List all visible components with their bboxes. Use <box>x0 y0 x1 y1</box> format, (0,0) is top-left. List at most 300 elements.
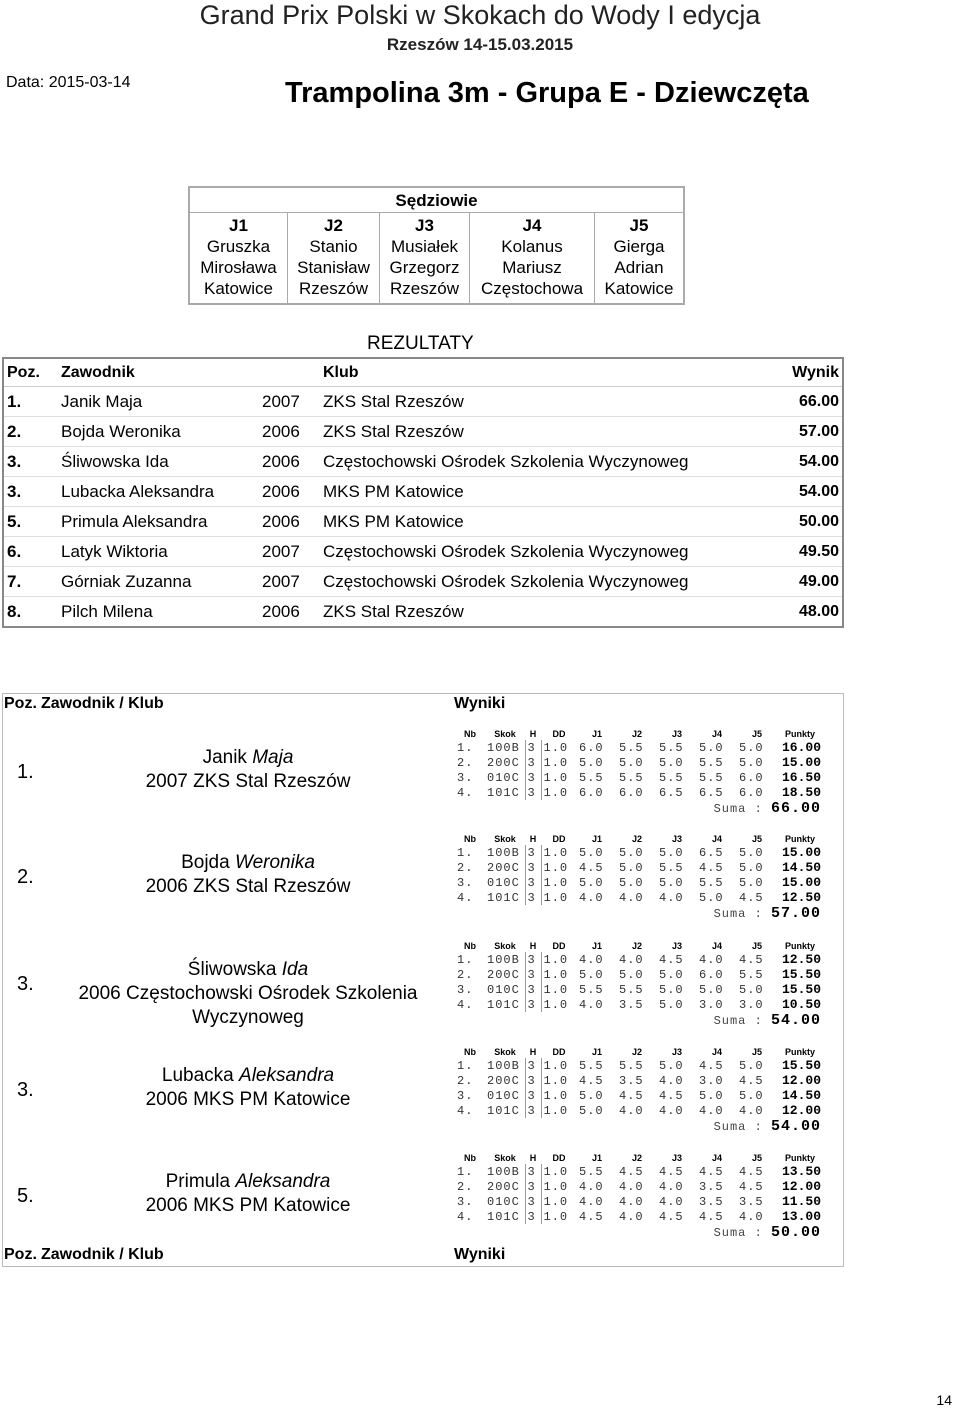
detail-athlete-name <box>58 1170 438 1194</box>
dive-col-header: H <box>529 941 537 951</box>
dive-cell: 5.5 <box>659 860 684 875</box>
detail-surname: Bojda <box>181 852 230 873</box>
dive-cell: 101C <box>487 785 520 800</box>
dive-cell: 5.0 <box>699 1088 724 1103</box>
header-year <box>259 358 320 387</box>
dive-cell: 010C <box>487 875 520 890</box>
detail-athlete <box>58 851 438 899</box>
judge-city: Rzeszów <box>299 279 368 298</box>
dive-cell: 1.0 <box>541 740 577 755</box>
dive-col-header: J1 <box>591 834 602 844</box>
judge-code: J2 <box>324 216 343 235</box>
dive-cell: 3.5 <box>699 1194 724 1209</box>
dive-cell: 2. <box>457 1179 474 1194</box>
dive-col-header: J4 <box>711 1047 722 1057</box>
detail-first-name: Ida <box>281 959 309 980</box>
dives-table <box>455 833 823 922</box>
dive-cell: 3 <box>525 952 541 967</box>
detail-year-club: 2006 Częstochowski Ośrodek Szkolenia Wyczynoweg <box>78 983 418 1028</box>
detail-athlete <box>58 958 438 1030</box>
dive-col-header: J4 <box>711 834 722 844</box>
dive-col-header: DD <box>552 1047 566 1057</box>
dive-cell: 1.0 <box>541 982 577 997</box>
dive-cell: 5.0 <box>579 1088 604 1103</box>
result-club: MKS PM Katowice <box>320 477 777 507</box>
dive-points: 18.50 <box>781 785 821 800</box>
detail-surname: Primula <box>165 1171 231 1192</box>
dive-cell: 3 <box>525 875 541 890</box>
dive-cell: 5.5 <box>579 1164 604 1179</box>
dive-details-panel <box>2 693 844 1267</box>
dive-cell: 4. <box>457 890 474 905</box>
dive-row <box>455 785 823 800</box>
dive-col-header: H <box>529 729 537 739</box>
dive-cell: 5.5 <box>699 875 724 890</box>
dive-cell: 4.0 <box>659 1179 684 1194</box>
dive-cell: 5.0 <box>659 997 684 1012</box>
dives-table <box>455 940 823 1029</box>
dive-points: 14.50 <box>781 860 821 875</box>
dive-cell: 200C <box>487 755 520 770</box>
detail-year-club: 2006 MKS PM Katowice <box>145 1089 351 1110</box>
result-pos: 1. <box>3 387 58 417</box>
judges-heading: Sędziowie <box>189 187 684 213</box>
dive-sum-row <box>455 905 823 922</box>
dive-cell: 5.0 <box>739 1088 764 1103</box>
dive-col-header: J2 <box>631 1153 642 1163</box>
dive-cell: 3 <box>525 845 541 860</box>
judge-surname: Gierga <box>613 237 665 256</box>
dive-col-header: Nb <box>464 1153 476 1163</box>
dive-sum-row <box>455 1012 823 1029</box>
dive-cell: 6.0 <box>699 967 724 982</box>
judge-surname: Musiałek <box>390 237 459 256</box>
dive-col-header: J3 <box>671 1153 682 1163</box>
dive-cell: 4.5 <box>739 952 764 967</box>
detail-pos: 3. <box>17 973 34 995</box>
dive-cell: 1.0 <box>541 875 577 890</box>
dive-row <box>455 952 823 967</box>
judge-cell <box>380 213 470 305</box>
dive-cell: 6.5 <box>699 845 724 860</box>
dive-sum-row <box>455 1118 823 1135</box>
dive-cell: 6.5 <box>699 785 724 800</box>
dive-cell: 4.5 <box>659 1209 684 1224</box>
dive-col-header: J3 <box>671 729 682 739</box>
dive-cell: 4.0 <box>619 890 644 905</box>
dive-cell: 1. <box>457 845 474 860</box>
result-row <box>3 417 843 447</box>
dive-points: 12.50 <box>781 952 821 967</box>
dive-col-header: Nb <box>464 729 476 739</box>
judge-cell <box>189 213 288 305</box>
results-header-row <box>3 358 843 387</box>
dive-cell: 4.5 <box>699 1058 724 1073</box>
dive-col-header: J4 <box>711 1153 722 1163</box>
result-club: MKS PM Katowice <box>320 507 777 537</box>
result-birth-year: 2006 <box>259 417 320 447</box>
dive-cell: 3 <box>525 967 541 982</box>
dive-cell: 5.5 <box>579 770 604 785</box>
dive-col-header: Punkty <box>784 1047 815 1057</box>
dive-cell: 100B <box>487 1164 520 1179</box>
dive-sum-row <box>455 1224 823 1241</box>
dives-header-row <box>455 940 823 952</box>
dive-cell: 1.0 <box>541 1164 577 1179</box>
dives-table <box>455 728 823 817</box>
dive-sum-cell <box>455 1012 823 1029</box>
dive-cell: 5.0 <box>579 845 604 860</box>
dive-cell: 5.5 <box>579 1058 604 1073</box>
result-athlete-name: Śliwowska Ida <box>58 447 259 477</box>
dive-sum-cell <box>455 800 823 817</box>
judge-first-name: Stanisław <box>297 258 370 277</box>
dive-row <box>455 967 823 982</box>
dive-points: 12.50 <box>781 890 821 905</box>
document-title: Grand Prix Polski w Skokach do Wody I edycja <box>199 0 761 30</box>
result-athlete-name: Janik Maja <box>58 387 259 417</box>
dive-sum-cell <box>455 1224 823 1241</box>
dive-cell: 4.0 <box>659 1073 684 1088</box>
dive-cell: 4.5 <box>619 1088 644 1103</box>
header-score: Wynik <box>777 358 843 387</box>
dive-col-header: Skok <box>494 941 516 951</box>
judge-first-name: Mariusz <box>502 258 562 277</box>
judge-city: Rzeszów <box>390 279 459 298</box>
dive-cell: 3 <box>525 1058 541 1073</box>
dive-cell: 3 <box>525 740 541 755</box>
dive-row <box>455 740 823 755</box>
dive-cell: 200C <box>487 1179 520 1194</box>
dive-points: 12.00 <box>781 1103 821 1118</box>
dive-cell: 2. <box>457 755 474 770</box>
result-athlete-name: Górniak Zuzanna <box>58 567 259 597</box>
dive-cell: 3.0 <box>739 997 764 1012</box>
dive-points: 15.50 <box>781 982 821 997</box>
detail-athlete <box>58 1064 438 1112</box>
result-score: 66.00 <box>777 387 843 417</box>
dive-row <box>455 1088 823 1103</box>
dive-cell: 4.0 <box>739 1209 764 1224</box>
dive-cell: 100B <box>487 740 520 755</box>
dive-sum-row <box>455 800 823 817</box>
dive-cell: 3.5 <box>619 1073 644 1088</box>
dive-points: 10.50 <box>781 997 821 1012</box>
dive-row <box>455 1209 823 1224</box>
dives-table <box>455 1046 823 1135</box>
result-score: 48.00 <box>777 597 843 628</box>
dive-cell: 6.0 <box>619 785 644 800</box>
dive-cell: 010C <box>487 982 520 997</box>
dive-cell: 010C <box>487 770 520 785</box>
dive-cell: 1.0 <box>541 1103 577 1118</box>
dive-cell: 5.0 <box>619 875 644 890</box>
detail-surname: Lubacka <box>161 1065 234 1086</box>
result-birth-year: 2007 <box>259 537 320 567</box>
result-row <box>3 477 843 507</box>
result-pos: 8. <box>3 597 58 628</box>
dive-cell: 5.0 <box>739 755 764 770</box>
result-club: ZKS Stal Rzeszów <box>320 597 777 628</box>
dive-cell: 5.5 <box>699 755 724 770</box>
dive-cell: 5.5 <box>659 740 684 755</box>
document-subtitle: Rzeszów 14-15.03.2015 <box>386 35 574 54</box>
dive-col-header: Skok <box>494 834 516 844</box>
dive-sum-label: Suma : <box>713 802 763 816</box>
dive-sum-label: Suma : <box>713 1226 763 1240</box>
dive-sum-cell <box>455 905 823 922</box>
result-birth-year: 2007 <box>259 387 320 417</box>
dive-col-header: Punkty <box>784 941 815 951</box>
dive-cell: 3.5 <box>739 1194 764 1209</box>
dive-cell: 5.0 <box>739 875 764 890</box>
dive-cell: 5.5 <box>699 770 724 785</box>
dive-cell: 3 <box>525 1103 541 1118</box>
dive-points: 15.00 <box>781 875 821 890</box>
dive-points: 13.50 <box>781 1164 821 1179</box>
judge-surname: Stanio <box>309 237 358 256</box>
dive-points: 15.50 <box>781 967 821 982</box>
judge-cell <box>288 213 380 305</box>
dive-col-header: J3 <box>671 834 682 844</box>
dive-cell: 200C <box>487 967 520 982</box>
dive-cell: 1.0 <box>541 967 577 982</box>
dive-cell: 1.0 <box>541 997 577 1012</box>
dive-col-header: Nb <box>464 1047 476 1057</box>
dive-cell: 2. <box>457 1073 474 1088</box>
detail-athlete-name <box>58 746 438 770</box>
dive-cell: 2. <box>457 967 474 982</box>
dive-cell: 6.0 <box>739 785 764 800</box>
dive-cell: 3. <box>457 1088 474 1103</box>
dive-cell: 4.0 <box>659 1103 684 1118</box>
dive-col-header: DD <box>552 941 566 951</box>
dive-points: 15.00 <box>781 845 821 860</box>
dive-cell: 3.0 <box>699 997 724 1012</box>
dive-cell: 4.5 <box>739 1073 764 1088</box>
dive-cell: 1.0 <box>541 1209 577 1224</box>
detail-header-results: Wyniki <box>454 695 506 712</box>
page-number: 14 <box>936 1392 952 1408</box>
dive-cell: 3 <box>525 890 541 905</box>
dive-col-header: J1 <box>591 941 602 951</box>
judge-code: J1 <box>229 216 248 235</box>
dive-cell: 200C <box>487 1073 520 1088</box>
detail-header-athlete: Zawodnik / Klub <box>41 695 164 712</box>
dive-cell: 3 <box>525 785 541 800</box>
dive-cell: 4.5 <box>739 1164 764 1179</box>
dive-cell: 1. <box>457 1164 474 1179</box>
dive-cell: 1.0 <box>541 860 577 875</box>
dive-col-header: Punkty <box>784 729 815 739</box>
dive-cell: 101C <box>487 890 520 905</box>
dive-row <box>455 1194 823 1209</box>
result-athlete-name: Primula Aleksandra <box>58 507 259 537</box>
dives-header-row <box>455 833 823 845</box>
detail-first-name: Aleksandra <box>235 1171 331 1192</box>
result-pos: 7. <box>3 567 58 597</box>
result-club: ZKS Stal Rzeszów <box>320 417 777 447</box>
dive-cell: 4.5 <box>579 1073 604 1088</box>
dive-col-header: J2 <box>631 729 642 739</box>
judge-first-name: Grzegorz <box>389 258 460 277</box>
dive-cell: 010C <box>487 1194 520 1209</box>
dive-cell: 6.0 <box>739 770 764 785</box>
detail-year-club: 2006 MKS PM Katowice <box>145 1195 351 1216</box>
dive-col-header: J4 <box>711 729 722 739</box>
dive-row <box>455 755 823 770</box>
result-club: Częstochowski Ośrodek Szkolenia Wyczynoweg <box>320 537 777 567</box>
dive-cell: 1.0 <box>541 785 577 800</box>
dive-cell: 5.0 <box>579 967 604 982</box>
dive-col-header: J4 <box>711 941 722 951</box>
dive-sum-label: Suma : <box>713 1120 763 1134</box>
dive-cell: 1.0 <box>541 890 577 905</box>
dive-cell: 5.0 <box>659 845 684 860</box>
dive-col-header: J5 <box>751 941 762 951</box>
dive-row <box>455 860 823 875</box>
dive-row <box>455 982 823 997</box>
dive-cell: 5.5 <box>619 982 644 997</box>
detail-surname: Śliwowska <box>187 959 277 980</box>
dive-sum-label: Suma : <box>713 1014 763 1028</box>
detail-footer-results: Wyniki <box>454 1246 506 1263</box>
dive-cell: 4.0 <box>619 1194 644 1209</box>
event-title: Trampolina 3m - Grupa E - Dziewczęta <box>285 77 809 109</box>
result-row <box>3 597 843 628</box>
dive-cell: 1. <box>457 740 474 755</box>
dive-col-header: J3 <box>671 1047 682 1057</box>
dive-cell: 5.0 <box>659 967 684 982</box>
judge-city: Częstochowa <box>480 279 584 298</box>
result-pos: 3. <box>3 447 58 477</box>
detail-first-name: Aleksandra <box>239 1065 335 1086</box>
dive-col-header: J5 <box>751 1153 762 1163</box>
judges-row <box>189 213 684 305</box>
result-pos: 6. <box>3 537 58 567</box>
dive-row <box>455 1073 823 1088</box>
dive-cell: 1.0 <box>541 1179 577 1194</box>
dive-cell: 101C <box>487 997 520 1012</box>
dive-cell: 4. <box>457 1209 474 1224</box>
dive-cell: 4.0 <box>619 1103 644 1118</box>
dives-table <box>455 1152 823 1241</box>
dive-cell: 3 <box>525 1088 541 1103</box>
result-score: 49.00 <box>777 567 843 597</box>
dive-cell: 3 <box>525 1179 541 1194</box>
dive-cell: 3 <box>525 1073 541 1088</box>
dive-sum-cell <box>455 1118 823 1135</box>
dive-cell: 5.0 <box>659 982 684 997</box>
dive-row <box>455 890 823 905</box>
result-club: ZKS Stal Rzeszów <box>320 387 777 417</box>
dive-cell: 4. <box>457 785 474 800</box>
result-club: Częstochowski Ośrodek Szkolenia Wyczynoweg <box>320 447 777 477</box>
result-row <box>3 567 843 597</box>
dive-cell: 101C <box>487 1103 520 1118</box>
dive-points: 12.00 <box>781 1073 821 1088</box>
dive-cell: 3. <box>457 982 474 997</box>
detail-athlete <box>58 746 438 794</box>
dive-cell: 5.0 <box>699 740 724 755</box>
header-athlete: Zawodnik <box>58 358 259 387</box>
result-row <box>3 387 843 417</box>
detail-pos: 3. <box>17 1079 34 1101</box>
dive-cell: 1.0 <box>541 845 577 860</box>
dive-row <box>455 1164 823 1179</box>
dive-col-header: J5 <box>751 1047 762 1057</box>
result-athlete-name: Pilch Milena <box>58 597 259 628</box>
result-row <box>3 447 843 477</box>
result-birth-year: 2006 <box>259 447 320 477</box>
dive-sum-total: 50.00 <box>770 1224 821 1241</box>
result-score: 54.00 <box>777 477 843 507</box>
dive-cell: 5.0 <box>619 845 644 860</box>
dive-points: 16.50 <box>781 770 821 785</box>
dive-points: 16.00 <box>781 740 821 755</box>
dive-cell: 4.5 <box>699 1209 724 1224</box>
dive-cell: 5.0 <box>619 755 644 770</box>
result-birth-year: 2006 <box>259 477 320 507</box>
dive-cell: 3 <box>525 1164 541 1179</box>
dive-cell: 4.5 <box>659 952 684 967</box>
dive-cell: 3 <box>525 860 541 875</box>
judge-first-name: Adrian <box>614 258 664 277</box>
dive-col-header: DD <box>552 834 566 844</box>
result-row <box>3 507 843 537</box>
dive-col-header: DD <box>552 729 566 739</box>
dive-cell: 3 <box>525 1194 541 1209</box>
dive-cell: 100B <box>487 845 520 860</box>
dive-cell: 4. <box>457 997 474 1012</box>
dive-cell: 3 <box>525 755 541 770</box>
dive-cell: 4. <box>457 1103 474 1118</box>
detail-year-club: 2007 ZKS Stal Rzeszów <box>145 771 351 792</box>
dives-header-row <box>455 1046 823 1058</box>
judge-city: Katowice <box>204 279 273 298</box>
dive-col-header: J1 <box>591 729 602 739</box>
dive-cell: 4.0 <box>579 890 604 905</box>
dive-cell: 4.5 <box>579 1209 604 1224</box>
dives-header-row <box>455 1152 823 1164</box>
result-score: 54.00 <box>777 447 843 477</box>
dive-cell: 3. <box>457 1194 474 1209</box>
dive-cell: 5.5 <box>619 770 644 785</box>
result-pos: 3. <box>3 477 58 507</box>
dive-cell: 6.0 <box>579 740 604 755</box>
dive-cell: 4.0 <box>619 1209 644 1224</box>
result-athlete-name: Latyk Wiktoria <box>58 537 259 567</box>
result-birth-year: 2007 <box>259 567 320 597</box>
dive-row <box>455 997 823 1012</box>
judge-city: Katowice <box>604 279 674 298</box>
detail-athlete-name <box>58 958 438 982</box>
dive-col-header: Punkty <box>784 834 815 844</box>
dive-cell: 4.5 <box>739 1179 764 1194</box>
result-score: 50.00 <box>777 507 843 537</box>
dive-row <box>455 770 823 785</box>
result-row <box>3 537 843 567</box>
judge-cell <box>470 213 595 305</box>
result-score: 57.00 <box>777 417 843 447</box>
judge-cell <box>595 213 685 305</box>
dive-cell: 5.5 <box>659 770 684 785</box>
judge-surname: Gruszka <box>206 237 271 256</box>
competition-date: Data: 2015-03-14 <box>6 74 131 91</box>
dive-cell: 5.0 <box>659 755 684 770</box>
dive-col-header: J1 <box>591 1153 602 1163</box>
dive-cell: 5.0 <box>699 890 724 905</box>
